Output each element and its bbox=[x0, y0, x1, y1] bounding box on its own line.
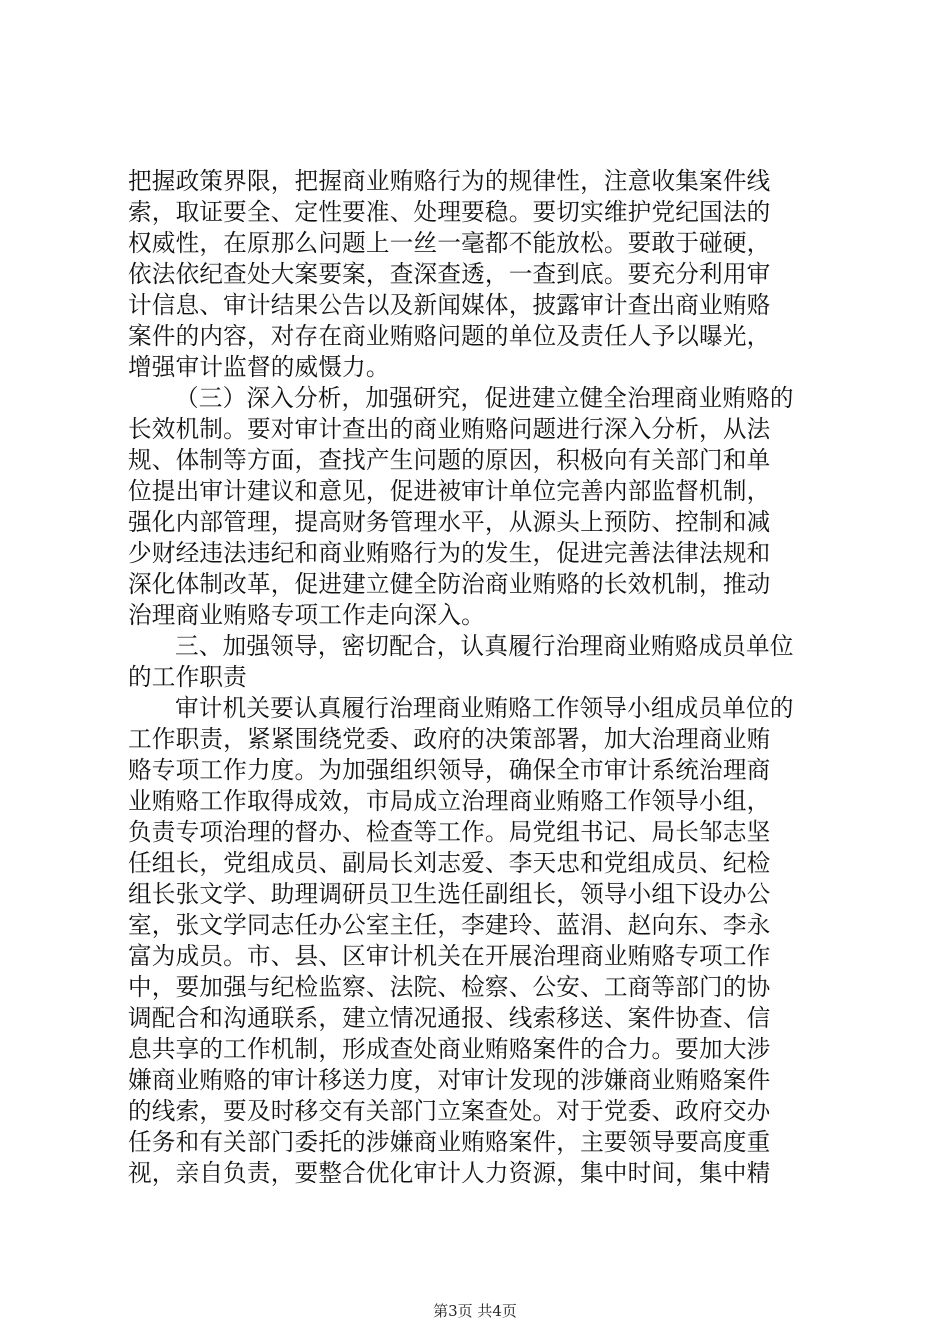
text-line: 把握政策界限，把握商业贿赂行为的规律性，注意收集案件线 bbox=[128, 167, 771, 195]
text-line: 嫌商业贿赂的审计移送力度，对审计发现的涉嫌商业贿赂案件 bbox=[128, 1066, 771, 1094]
text-line: 息共享的工作机制，形成查处商业贿赂案件的合力。要加大涉 bbox=[128, 1035, 771, 1063]
text-line: 计信息、审计结果公告以及新闻媒体，披露审计查出商业贿赂 bbox=[128, 291, 771, 319]
text-line: 视，亲自负责，要整合优化审计人力资源，集中时间，集中精 bbox=[128, 1159, 771, 1187]
text-line: 调配合和沟通联系，建立情况通报、线索移送、案件协查、信 bbox=[128, 1004, 771, 1032]
text-line: 位提出审计建议和意见，促进被审计单位完善内部监督机制， bbox=[128, 477, 771, 505]
text-line: 负责专项治理的督办、检查等工作。局党组书记、局长邹志坚 bbox=[128, 818, 771, 846]
page-number-footer: 第3页 共4页 bbox=[433, 1302, 517, 1320]
text-line: 业贿赂工作取得成效，市局成立治理商业贿赂工作领导小组， bbox=[128, 787, 771, 815]
text-line: 中，要加强与纪检监察、法院、检察、公安、工商等部门的协 bbox=[128, 973, 771, 1001]
text-line: 组长张文学、助理调研员卫生选任副组长，领导小组下设办公 bbox=[128, 880, 771, 908]
text-line: 案件的内容，对存在商业贿赂问题的单位及责任人予以曝光， bbox=[128, 322, 771, 350]
text-line: 任务和有关部门委托的涉嫌商业贿赂案件，主要领导要高度重 bbox=[128, 1128, 771, 1156]
text-line: 富为成员。市、县、区审计机关在开展治理商业贿赂专项工作 bbox=[128, 942, 771, 970]
text-line: 规、体制等方面，查找产生问题的原因，积极向有关部门和单 bbox=[128, 446, 771, 474]
text-line: 索，取证要全、定性要准、处理要稳。要切实维护党纪国法的 bbox=[128, 198, 771, 226]
text-line: 权威性，在原那么问题上一丝一毫都不能放松。要敢于碰硬， bbox=[128, 229, 771, 257]
text-line: 增强审计监督的威慑力。 bbox=[128, 353, 390, 381]
text-line: 依法依纪查处大案要案，查深查透，一查到底。要充分利用审 bbox=[128, 260, 771, 288]
paragraph-start-line: 审计机关要认真履行治理商业贿赂工作领导小组成员单位的 bbox=[175, 694, 794, 722]
paragraph-start-line: （三）深入分析，加强研究，促进建立健全治理商业贿赂的 bbox=[175, 384, 794, 412]
text-line: 工作职责，紧紧围绕党委、政府的决策部署，加大治理商业贿 bbox=[128, 725, 771, 753]
text-line: 长效机制。要对审计查出的商业贿赂问题进行深入分析，从法 bbox=[128, 415, 771, 443]
text-line: 任组长，党组成员、副局长刘志爱、李天忠和党组成员、纪检 bbox=[128, 849, 771, 877]
text-line: 强化内部管理，提高财务管理水平，从源头上预防、控制和减 bbox=[128, 508, 771, 536]
text-line: 深化体制改革，促进建立健全防治商业贿赂的长效机制，推动 bbox=[128, 570, 771, 598]
text-line: 少财经违法违纪和商业贿赂行为的发生，促进完善法律法规和 bbox=[128, 539, 771, 567]
text-line: 治理商业贿赂专项工作走向深入。 bbox=[128, 601, 485, 629]
text-line: 赂专项工作力度。为加强组织领导，确保全市审计系统治理商 bbox=[128, 756, 771, 784]
section-heading-line: 三、加强领导，密切配合，认真履行治理商业贿赂成员单位 bbox=[175, 632, 794, 660]
text-line: 的线索，要及时移交有关部门立案查处。对于党委、政府交办 bbox=[128, 1097, 771, 1125]
section-heading-line: 的工作职责 bbox=[128, 663, 247, 691]
text-line: 室，张文学同志任办公室主任，李建玲、蓝涓、赵向东、李永 bbox=[128, 911, 771, 939]
